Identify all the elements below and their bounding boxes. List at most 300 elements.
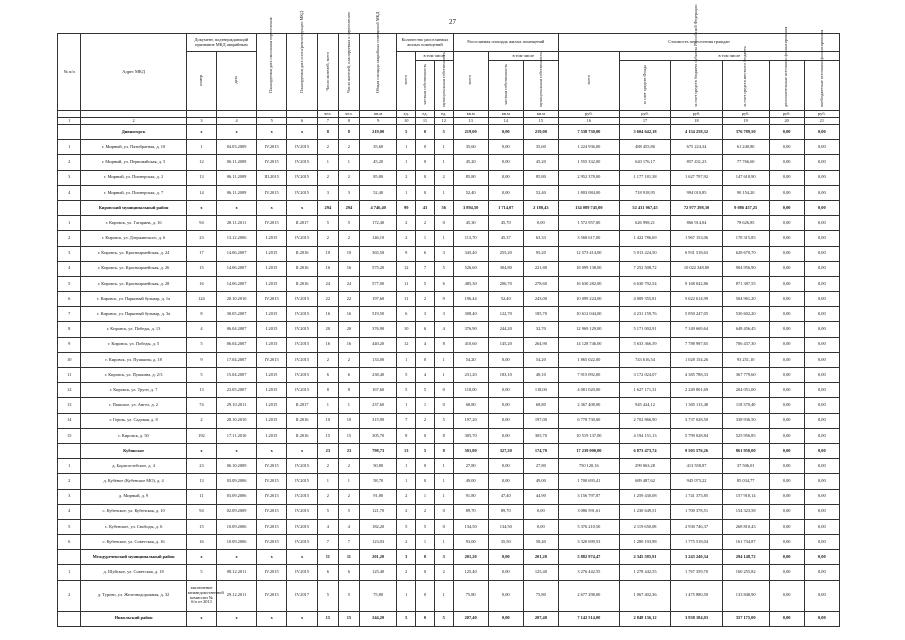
table-cell: 178 315,85 (722, 231, 769, 246)
table-cell: 219,00 (359, 125, 396, 140)
table-cell: 17.11.2010 (217, 428, 257, 443)
table-cell: 244,20 (359, 611, 396, 626)
table-cell: 2 (58, 231, 81, 246)
address-cell: г. Кировск, ул. Красноармейская, д. 28 (81, 276, 186, 291)
table-row (58, 322, 840, 337)
table-cell: 161 734,87 (722, 535, 769, 550)
table-cell: 2 (397, 170, 416, 185)
table-cell: 35,50 (488, 535, 523, 550)
table-cell: 7 538 730,00 (558, 125, 619, 140)
table-row (58, 580, 840, 611)
table-cell: 35,60 (359, 140, 396, 155)
table-cell: 5 850 247,05 (671, 307, 723, 322)
table-cell: 63,33 (523, 231, 558, 246)
table-cell: 03.09.2006 (217, 489, 257, 504)
table-cell: 1 627 171,31 (619, 383, 671, 398)
table-cell: 0 (434, 504, 453, 519)
table-cell: IV.2015 (287, 489, 317, 504)
address-cell: г. Кировск, ул. Пушкина, д. 18 (81, 352, 186, 367)
table-cell: 04.03.2009 (217, 140, 257, 155)
table-cell: 0 (434, 398, 453, 413)
table-cell: IV.2015 (287, 292, 317, 307)
table-cell: 14.06.2007 (217, 276, 257, 291)
table-cell: 183,10 (488, 368, 523, 383)
table-cell: 2 (397, 489, 416, 504)
table-cell: 743 616,54 (619, 352, 671, 367)
table-cell: 0,00 (804, 383, 839, 398)
column-index-cell: 14 (488, 118, 523, 125)
table-cell: 1 (434, 535, 453, 550)
table-cell: 10 519 137,00 (558, 428, 619, 443)
table-cell: 3 086 591,61 (558, 504, 619, 519)
table-cell: 22 (317, 292, 338, 307)
table-cell: IV.2015 (256, 352, 286, 367)
table-row (58, 368, 840, 383)
table-cell: 305,70 (523, 428, 558, 443)
table-cell: 13 (397, 443, 416, 458)
table-cell: 16 (186, 276, 216, 291)
table-cell: 45,37 (488, 231, 523, 246)
column-index-cell: 19 (722, 118, 769, 125)
table-cell: 44,90 (523, 489, 558, 504)
table-cell: 294 (338, 200, 359, 215)
table-cell (58, 611, 81, 626)
table-cell: 2 (317, 170, 338, 185)
table-cell: 0,00 (804, 413, 839, 428)
table-cell: 8 (397, 428, 416, 443)
table-cell: 5 (397, 383, 416, 398)
table-cell: 8 (338, 383, 359, 398)
table-cell: 255,20 (488, 246, 523, 261)
table-cell: 201,20 (453, 550, 488, 565)
table-cell: 1 700 693,41 (558, 474, 619, 489)
table-cell: 4 081 020,00 (558, 383, 619, 398)
table-cell: 0,00 (804, 231, 839, 246)
table-cell: 91,80 (359, 489, 396, 504)
table-cell: x (256, 125, 286, 140)
table-cell: 6 630 792,54 (619, 276, 671, 291)
table-cell: 93,00 (453, 535, 488, 550)
table-cell: 0,00 (804, 580, 839, 611)
table-cell: I.2015 (256, 246, 286, 261)
table-cell: 0,00 (769, 307, 804, 322)
table-cell: 85 034,77 (722, 474, 769, 489)
table-cell: 8 (434, 443, 453, 458)
table-cell: x (217, 125, 257, 140)
table-cell: 52,40 (359, 185, 396, 200)
table-cell: 5 (397, 611, 416, 626)
table-cell: 0,00 (804, 200, 839, 215)
table-row (58, 504, 840, 519)
table-cell: 2 (397, 504, 416, 519)
table-cell: 0,00 (769, 383, 804, 398)
table-cell: 2 (58, 580, 81, 611)
address-cell: Никольский район (81, 611, 186, 626)
table-cell: 2 677 298,00 (558, 580, 619, 611)
table-cell: 17 (186, 246, 216, 261)
table-cell: II.2016 (287, 413, 317, 428)
table-cell: 1 (338, 155, 359, 170)
table-cell: 54,20 (523, 352, 558, 367)
table-cell: 2 (416, 504, 435, 519)
table-cell: 16 (338, 261, 359, 276)
table-cell: 5 (317, 504, 338, 519)
table-cell: 1 767 359,70 (671, 565, 723, 580)
table-cell: 7 (338, 535, 359, 550)
column-index-cell: 18 (671, 118, 723, 125)
table-cell: 58,70 (359, 474, 396, 489)
table-cell: 718 918,95 (619, 185, 671, 200)
table-cell: 0,00 (488, 398, 523, 413)
table-cell: 0,00 (769, 261, 804, 276)
table-cell: 6 (58, 535, 81, 550)
table-cell: 376,90 (453, 322, 488, 337)
table-cell: 5 (58, 276, 81, 291)
table-cell: 0,00 (804, 611, 839, 626)
table-cell: 1 (416, 231, 435, 246)
table-cell: 6 (338, 368, 359, 383)
table-cell: 0,00 (804, 140, 839, 155)
header-total-area: Общая площадь аварийных помещений МКД (359, 34, 396, 111)
table-cell: 2 930 746,37 (671, 519, 723, 534)
header-cost-region: за счет средств бюджета субъекта Российской Федерации (671, 61, 723, 111)
table-cell: I.2015 (256, 337, 286, 352)
table-cell: 10 (317, 413, 338, 428)
table-cell: 61 240,80 (722, 140, 769, 155)
table-cell: 4 (416, 337, 435, 352)
table-cell: 147 618,90 (722, 170, 769, 185)
table-cell: IV.2015 (287, 155, 317, 170)
table-cell: 0,00 (769, 474, 804, 489)
table-cell: 7 (416, 261, 435, 276)
table-cell: 0,00 (488, 352, 523, 367)
table-cell: 2 (317, 140, 338, 155)
table-cell: 1 572 957,00 (558, 216, 619, 231)
table-cell: 16 (317, 261, 338, 276)
table-row (58, 140, 840, 155)
table-cell: 3 (416, 307, 435, 322)
address-cell: д. Кубёное (Кубенское МО), д. 4 (81, 474, 186, 489)
unit-cell: кв.м (359, 111, 396, 118)
table-cell: 5 (416, 383, 435, 398)
header-cost-including: в том числе (619, 52, 839, 61)
table-cell: 525 956,85 (722, 428, 769, 443)
address-cell: г. Кировск, ул. Победы, д. 13 (81, 322, 186, 337)
unit-cell: ед. (416, 111, 435, 118)
table-cell: 197,60 (359, 292, 396, 307)
table-cell: 904 956,90 (722, 261, 769, 276)
table-cell: 0,00 (804, 459, 839, 474)
table-cell: 22 (338, 292, 359, 307)
table-cell: 2 (317, 231, 338, 246)
table-cell: 2 702 866,90 (619, 413, 671, 428)
table-cell: 357 175,00 (722, 611, 769, 626)
table-cell: 1 (58, 565, 81, 580)
table-cell: 3 320 699,53 (558, 535, 619, 550)
table-cell: II.2016 (287, 428, 317, 443)
table-cell: 9 (58, 337, 81, 352)
table-cell: 1 (58, 216, 81, 231)
table-cell: 167,60 (359, 383, 396, 398)
subtotal-row (58, 125, 840, 140)
address-cell: Междуреченский муниципальный район (81, 550, 186, 565)
table-cell: 0,00 (769, 246, 804, 261)
table-cell: x (217, 443, 257, 458)
table-cell: 8 (186, 307, 216, 322)
table-cell: 29.12.2011 (217, 580, 257, 611)
column-index-cell: 6 (287, 118, 317, 125)
table-cell: 338 936,50 (722, 413, 769, 428)
header-residents-planned: Число жителей, планируемых к переселению (338, 34, 359, 111)
table-cell: 134,50 (488, 519, 523, 534)
table-cell: 221,80 (523, 261, 558, 276)
table-cell: 1 (434, 140, 453, 155)
table-cell: 1 741 375,85 (671, 489, 723, 504)
table-cell: 118 370,40 (722, 398, 769, 413)
table-cell: 48,10 (523, 368, 558, 383)
table-cell: 0 (416, 185, 435, 200)
table-cell: IV.2015 (287, 185, 317, 200)
address-cell: г. Мирный, ул. Пятибратная, д. 10 (81, 140, 186, 155)
table-cell: 0,00 (804, 261, 839, 276)
subtotal-row (58, 550, 840, 565)
table-cell: 5 (58, 519, 81, 534)
table-cell: 28.10.2010 (217, 413, 257, 428)
table-cell: 11 (317, 550, 338, 565)
table-cell: 5 (186, 368, 216, 383)
table-cell: 118,00 (523, 383, 558, 398)
table-cell: 994 010,85 (671, 185, 723, 200)
table-cell: 4 (338, 519, 359, 534)
table-cell: 0,00 (804, 428, 839, 443)
table-cell: 3 568 617,00 (558, 231, 619, 246)
table-cell: 94 (186, 504, 216, 519)
table-cell: 2 (434, 565, 453, 580)
table-cell: 1 (397, 580, 416, 611)
address-cell: г. Мирный, ул. Первомайская, д. 5 (81, 155, 186, 170)
table-cell: 2 (397, 216, 416, 231)
table-cell: 12 (397, 337, 416, 352)
table-row (58, 535, 840, 550)
table-cell: заключение межведомственной комиссии № б/н от 2013 (186, 580, 216, 611)
table-cell: 02.09.2009 (217, 504, 257, 519)
table-cell: 90 154,20 (722, 185, 769, 200)
table-cell: 1 700 378,51 (671, 504, 723, 519)
address-cell: г. Кировск, ул. Пушкина, д. 2/3 (81, 368, 186, 383)
table-cell: 0,00 (523, 519, 558, 534)
table-cell: 575,20 (359, 261, 396, 276)
table-cell: 530 602,20 (722, 307, 769, 322)
table-cell: IV.2015 (256, 155, 286, 170)
table-cell: x (287, 125, 317, 140)
header-cost-group: Стоимость переселения граждан (558, 34, 839, 52)
header-planned-demolition: Планируемая дата сноса/реконструкции МКД (287, 34, 317, 111)
table-row (58, 261, 840, 276)
table-cell: 6 (434, 276, 453, 291)
table-cell: IV.2015 (256, 140, 286, 155)
table-cell: 75,80 (523, 580, 558, 611)
table-cell: 06.10.2009 (217, 459, 257, 474)
table-cell: 10 (317, 246, 338, 261)
table-cell: 0,00 (769, 413, 804, 428)
unit-cell (58, 111, 81, 118)
table-cell: 2 (397, 535, 416, 550)
table-cell: 238,40 (359, 368, 396, 383)
table-cell: 1 (434, 580, 453, 611)
table-cell: I.2015 (256, 383, 286, 398)
table-cell: 23.05.2007 (217, 383, 257, 398)
table-cell: 1 (338, 474, 359, 489)
table-cell: 0,00 (804, 276, 839, 291)
table-cell: 10 099 224,00 (558, 292, 619, 307)
subtotal-row (58, 443, 840, 458)
table-row (58, 413, 840, 428)
table-cell: 2 (416, 413, 435, 428)
table-body (58, 125, 840, 627)
table-cell: 89,70 (453, 504, 488, 519)
column-index-cell: 9 (359, 118, 396, 125)
table-cell: 0,00 (804, 337, 839, 352)
table-cell: 03.09.2006 (217, 474, 257, 489)
unit-cell: ед. (434, 111, 453, 118)
table-cell: 4 385 788,33 (671, 368, 723, 383)
table-cell: 501,80 (453, 443, 488, 458)
table-cell: 49,00 (453, 474, 488, 489)
table-row (58, 474, 840, 489)
table-row (58, 292, 840, 307)
table-cell: IV.2015 (287, 459, 317, 474)
unit-cell: руб. (722, 111, 769, 118)
header-address: Адрес МКД (81, 34, 186, 111)
table-cell: 0,00 (769, 155, 804, 170)
table-cell: 13.12.2006 (217, 231, 257, 246)
table-cell: 0,00 (769, 352, 804, 367)
subtotal-row (58, 200, 840, 215)
table-cell: 85,80 (453, 170, 488, 185)
table-cell: 15.04.2007 (217, 368, 257, 383)
table-cell: 3 (317, 185, 338, 200)
address-cell: Кировский муниципальный район (81, 200, 186, 215)
table-cell: 24 (338, 276, 359, 291)
table-cell: IV.2015 (256, 459, 286, 474)
table-cell: 0,00 (804, 185, 839, 200)
table-cell: 2 (58, 155, 81, 170)
table-cell: 1 (397, 185, 416, 200)
address-cell: с. Кубенское, ул. Свободы, д. 6 (81, 519, 186, 534)
table-cell: 866 914,04 (671, 216, 723, 231)
table-cell: 0 (416, 611, 435, 626)
table-cell: 45,70 (488, 216, 523, 231)
table-cell: 2 (416, 216, 435, 231)
table-cell: 0,00 (769, 459, 804, 474)
table-row (58, 276, 840, 291)
table-cell: 2 249 801,69 (671, 383, 723, 398)
table-cell: 185,70 (523, 307, 558, 322)
address-cell: г. Кировск, ул. Победы, д. 5 (81, 337, 186, 352)
address-cell: д. Турово, ул. Железнодорожная, д. 32 (81, 580, 186, 611)
table-cell: 2 367 408,00 (558, 398, 619, 413)
table-cell: 1 (58, 459, 81, 474)
header-cost-extra2: внебюджетные источники финансирования (804, 61, 839, 111)
table-cell: 0,00 (804, 307, 839, 322)
table-cell: 13 (58, 398, 81, 413)
table-cell: x (287, 443, 317, 458)
table-cell: x (217, 200, 257, 215)
table-cell: 11 (58, 368, 81, 383)
table-cell: 192 (186, 428, 216, 443)
table-cell: 1 714,07 (488, 200, 523, 215)
table-cell: 0,00 (488, 474, 523, 489)
table-cell: 0,00 (769, 322, 804, 337)
table-cell: 5 376 210,50 (558, 519, 619, 534)
table-cell: 365,50 (359, 246, 396, 261)
table-cell: IV.2015 (256, 489, 286, 504)
table-cell: 689 487,62 (619, 474, 671, 489)
unit-cell (186, 111, 216, 118)
table-cell: 0,00 (488, 459, 523, 474)
table-cell: 1 (434, 459, 453, 474)
table-cell: 145,20 (488, 337, 523, 352)
table-cell: IV.2015 (256, 216, 286, 231)
table-cell: 14 128 746,00 (558, 337, 619, 352)
table-cell: 52,40 (453, 185, 488, 200)
table-row (58, 489, 840, 504)
table-cell: 0,00 (804, 474, 839, 489)
header-doc-number: номер (186, 52, 216, 111)
table-cell: 0 (416, 550, 435, 565)
table-cell: I.2015 (256, 428, 286, 443)
table-cell: 122,70 (488, 307, 523, 322)
table-cell: 2 (317, 489, 338, 504)
table-cell: 1 803 084,00 (558, 185, 619, 200)
table-cell: 20.10.2010 (217, 292, 257, 307)
table-cell: 1 (416, 398, 435, 413)
table-cell: 85,80 (523, 170, 558, 185)
table-cell: 5 (416, 276, 435, 291)
table-cell: 134 089 745,00 (558, 200, 619, 215)
relocation-register-table (57, 4, 840, 627)
table-cell: 4 (186, 322, 216, 337)
table-cell: 7 252 508,72 (619, 261, 671, 276)
table-cell: 17.04.2007 (217, 352, 257, 367)
table-cell: 0,00 (769, 519, 804, 534)
address-cell: г. Кировск, д. 50 (81, 428, 186, 443)
table-cell: 93 251,10 (722, 352, 769, 367)
table-cell: 49,00 (523, 474, 558, 489)
table-cell: 3 (434, 246, 453, 261)
table-cell: 2 (338, 489, 359, 504)
table-cell: 85,80 (359, 170, 396, 185)
table-cell: 3 604 642,18 (619, 125, 671, 140)
table-cell: x (256, 550, 286, 565)
table-cell: 0,00 (804, 352, 839, 367)
table-cell: x (217, 611, 257, 626)
table-cell: 0,00 (769, 200, 804, 215)
table-cell: 1 177 181,38 (619, 170, 671, 185)
table-cell: 0,00 (769, 550, 804, 565)
table-cell: 197,00 (523, 413, 558, 428)
table-cell: 2 345 585,91 (619, 550, 671, 565)
table-cell: 5 (397, 519, 416, 534)
header-residents: Число жителей, всего (317, 34, 338, 111)
table-cell: 15 (58, 428, 81, 443)
table-cell: 0,00 (769, 535, 804, 550)
header-planned-relocation: Планируемая дата окончания переселения (256, 34, 286, 111)
table-cell: 3 243 240,34 (671, 550, 723, 565)
table-cell: 3 737 028,50 (671, 413, 723, 428)
table-cell: 182,20 (359, 519, 396, 534)
table-cell: 2 (58, 474, 81, 489)
